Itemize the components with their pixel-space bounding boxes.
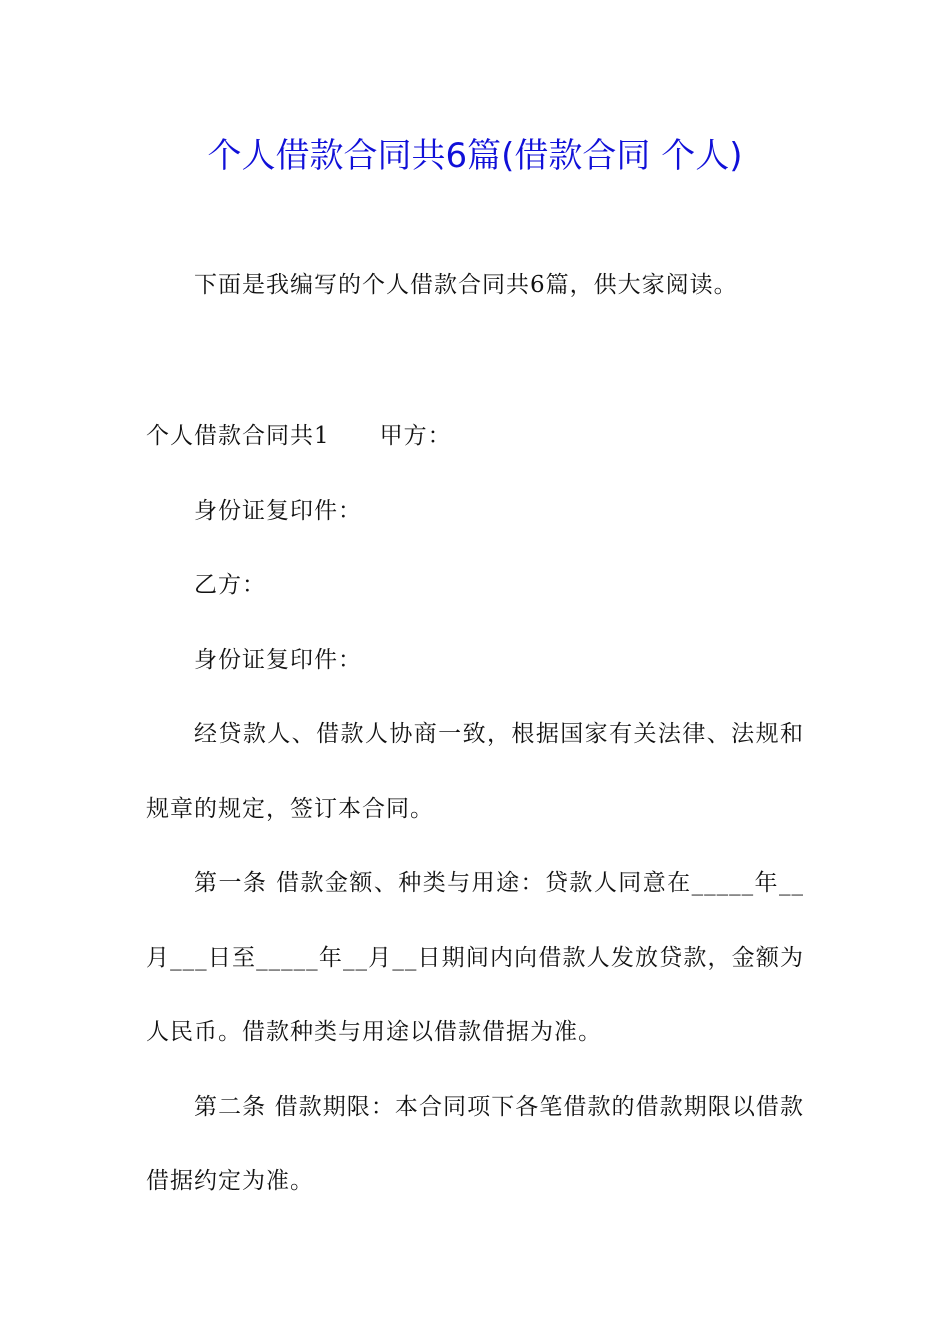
preamble-line-2: 规章的规定，签订本合同。	[146, 796, 434, 822]
party-b-id-label: 身份证复印件：	[194, 647, 362, 673]
article-1-line-1: 第一条 借款金额、种类与用途：贷款人同意在_____年__	[194, 870, 804, 896]
section-heading-line	[146, 421, 452, 451]
article-2-line-1: 第二条 借款期限：本合同项下各笔借款的借款期限以借款	[194, 1094, 804, 1120]
party-a-id-label: 身份证复印件：	[194, 498, 362, 524]
party-b-label: 乙方：	[194, 572, 266, 598]
section-heading: 个人借款合同共1	[146, 423, 330, 449]
document-title: 个人借款合同共6篇(借款合同 个人)	[207, 136, 743, 176]
article-2-line-2: 借据约定为准。	[146, 1168, 314, 1194]
preamble-line-1: 经贷款人、借款人协商一致，根据国家有关法律、法规和	[194, 721, 804, 747]
article-1-line-2: 月___日至_____年__月__日期间内向借款人发放贷款，金额为	[146, 945, 804, 971]
intro-paragraph: 下面是我编写的个人借款合同共6篇，供大家阅读。	[194, 272, 738, 298]
article-1-line-3: 人民币。借款种类与用途以借款借据为准。	[146, 1019, 602, 1045]
party-a-label: 甲方：	[379, 423, 452, 449]
